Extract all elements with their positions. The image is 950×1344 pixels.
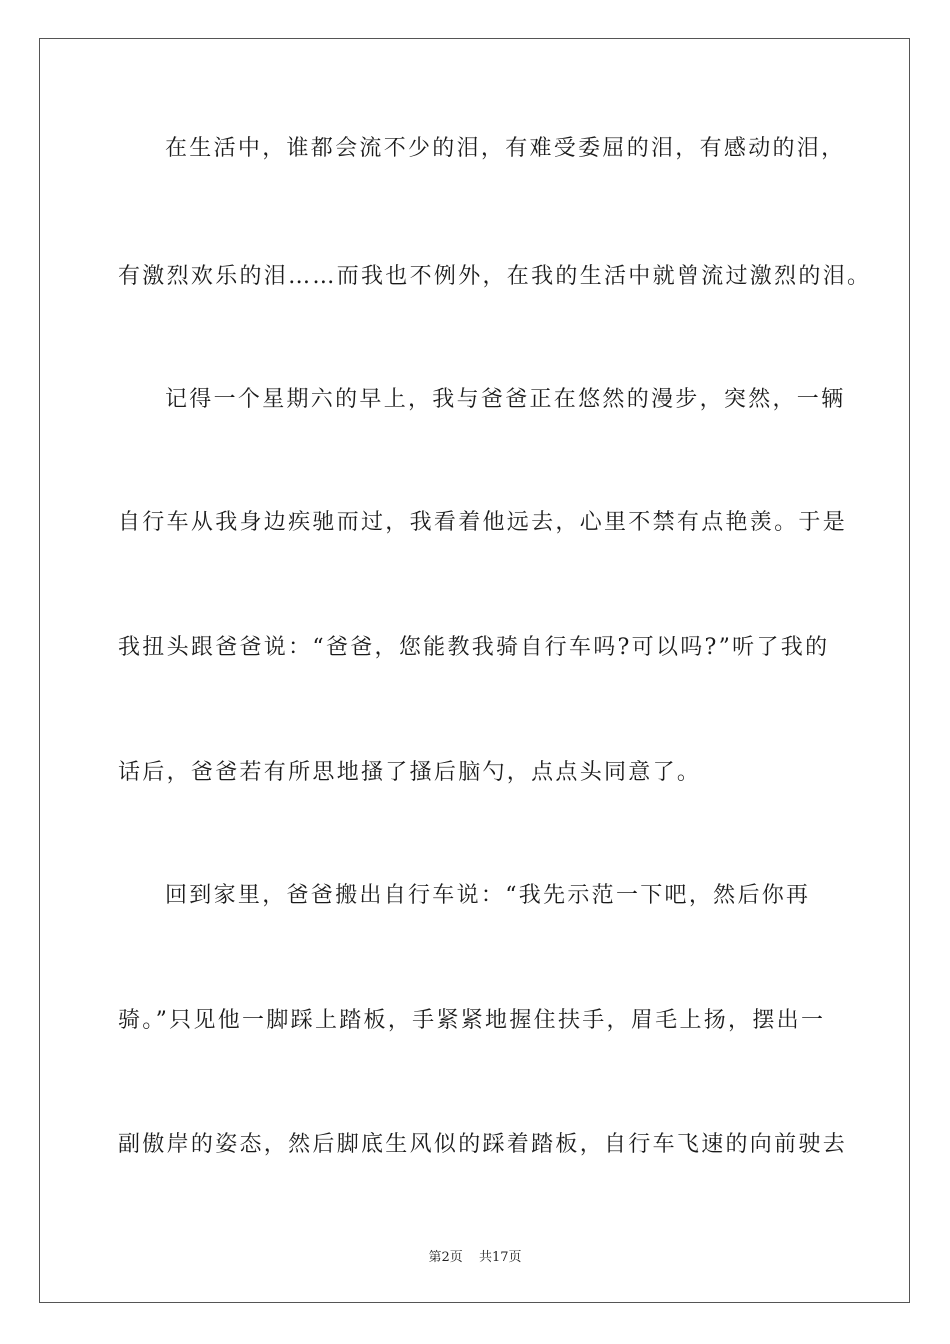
paragraph-line: 有激烈欢乐的泪……而我也不例外，在我的生活中就曾流过激烈的泪。 [118,264,872,289]
paragraph-line: 话后，爸爸若有所思地搔了搔后脑勺，点点头同意了。 [118,760,702,785]
paragraph-line: 骑。”只见他一脚踩上踏板，手紧紧地握住扶手，眉毛上扬，摆出一 [118,1008,826,1033]
page-number: 第2页 [428,1250,463,1265]
page-total: 共17页 [478,1250,522,1265]
paragraph-line: 记得一个星期六的早上，我与爸爸正在悠然的漫步，突然，一辆 [165,387,846,412]
paragraph-line: 在生活中，谁都会流不少的泪，有难受委屈的泪，有感动的泪， [165,136,846,161]
page-footer [0,1246,950,1265]
paragraph-line: 我扭头跟爸爸说：“爸爸，您能教我骑自行车吗?可以吗?”听了我的 [118,635,830,660]
paragraph-line: 回到家里，爸爸搬出自行车说：“我先示范一下吧，然后你再 [165,883,811,908]
paragraph-line: 副傲岸的姿态，然后脚底生风似的踩着踏板，自行车飞速的向前驶去 [118,1132,848,1157]
page-border [39,38,910,1303]
paragraph-line: 自行车从我身边疾驰而过，我看着他远去，心里不禁有点艳羡。于是 [118,510,848,535]
